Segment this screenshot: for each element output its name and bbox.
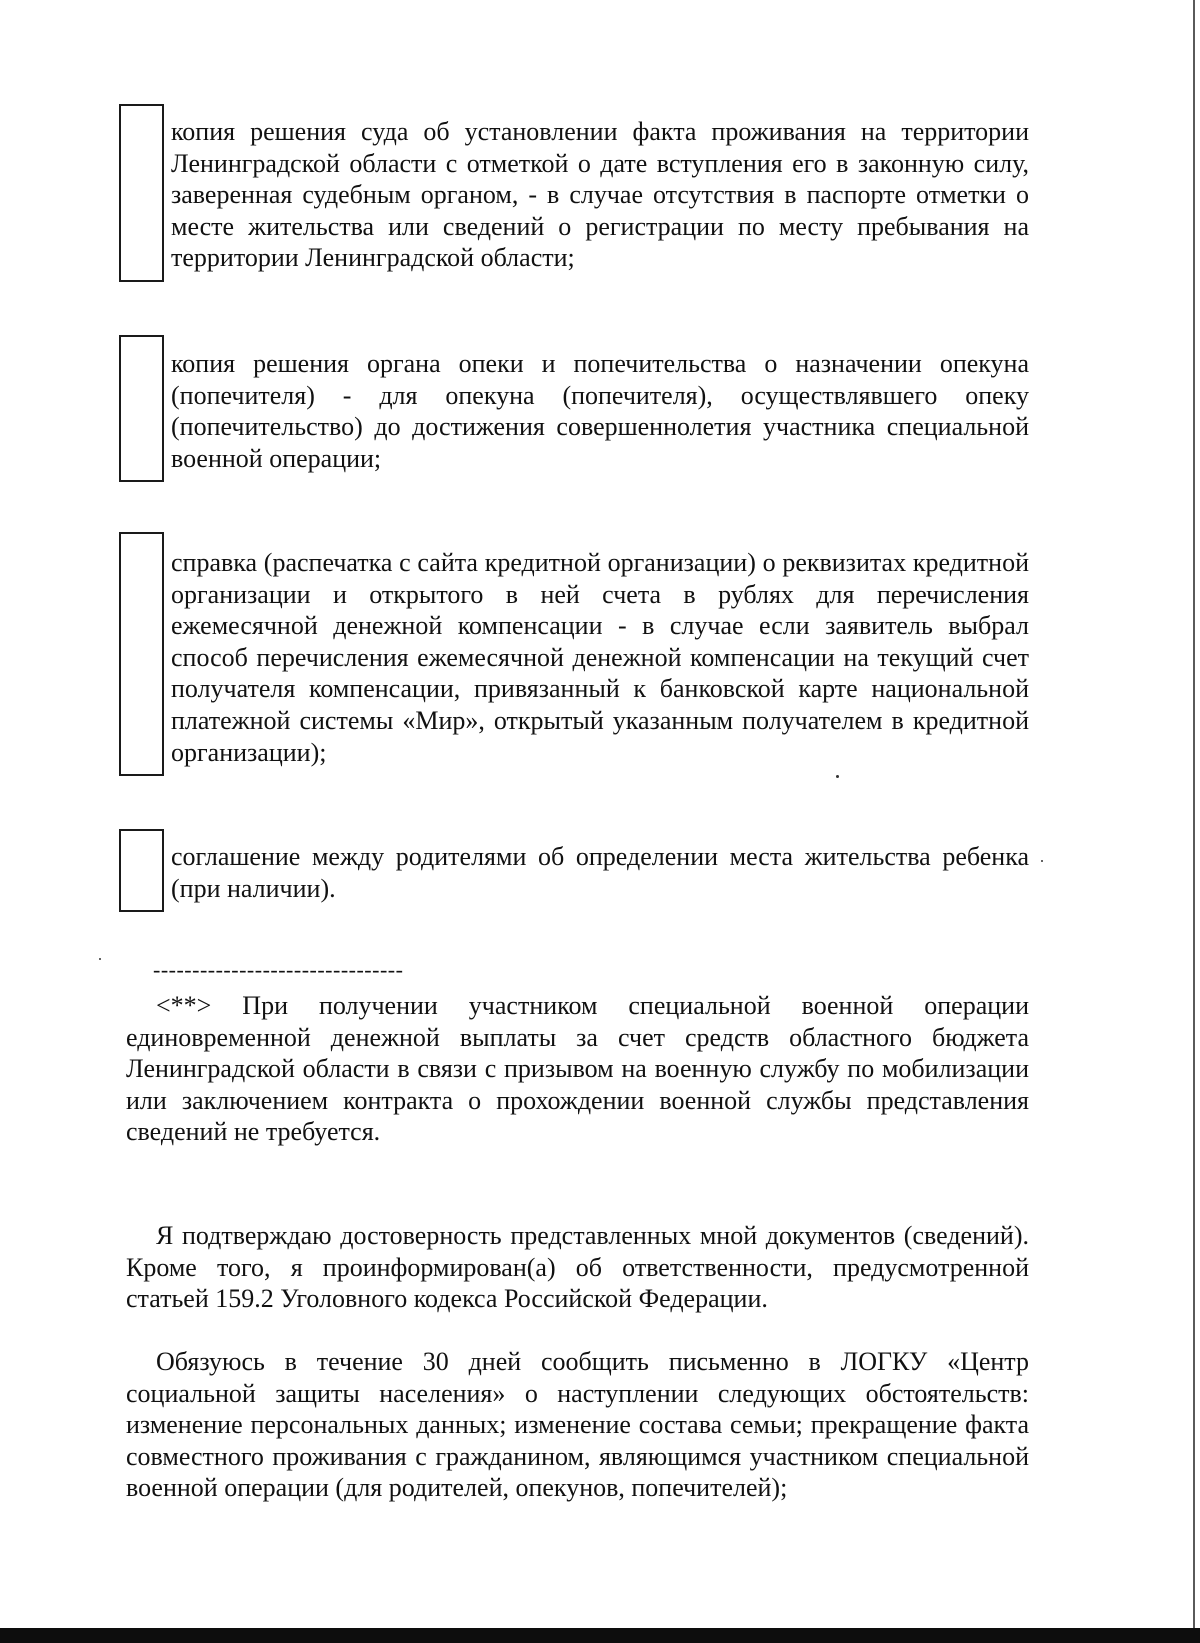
checklist-item-parents-agreement: соглашение между родителями об определении места жительства ребенка (при наличии). (171, 842, 1029, 903)
checklist-item-guardianship-decision: копия решения органа опеки и попечительства о назначении опекуна (попечителя) - для опекуна (попечителя), осуществлявшего опеку (попечительство) до достижения совершеннолетия участника специальной военной операции; (171, 349, 1029, 473)
scan-page-edge (1193, 0, 1195, 1628)
scan-speck (1041, 860, 1043, 862)
footnote-separator: -------------------------------- (153, 957, 404, 982)
checkbox-bank-certificate[interactable] (119, 532, 164, 776)
footnote-text: <**> При получении участником специальной военной операции единовременной денежной выплаты за счет средств областного бюджета Ленинградской области в связи с призывом на военную службу по мобилизации или заключением контракта о прохождении военной службы представления сведений не требуется. (126, 991, 1029, 1147)
checkbox-guardianship-decision[interactable] (119, 335, 164, 482)
obligation-paragraph: Обязуюсь в течение 30 дней сообщить письменно в ЛОГКУ «Центр социальной защиты населения» о наступлении следующих обстоятельств: изменение персональных данных; изменение состава семьи; прекращение факта совместного проживания с гражданином, являющимся участником специальной военной операции (для родителей, опекунов, попечителей); (126, 1347, 1029, 1503)
scan-speck (99, 958, 101, 960)
checkbox-parents-agreement[interactable] (119, 829, 164, 912)
checklist-item-court-decision: копия решения суда об установлении факта проживания на территории Ленинградской области с отметкой о дате вступления его в законную силу, заверенная судебным органом, - в случае отсутствия в паспорте отметки о месте жительства или сведений о регистрации по месту пребывания на территории Ленинградской области; (171, 117, 1029, 273)
scan-speck (836, 775, 839, 778)
confirmation-paragraph: Я подтверждаю достоверность представленных мной документов (сведений). Кроме того, я проинформирован(а) об ответственности, предусмотренной статьей 159.2 Уголовного кодекса Российской Федерации. (126, 1221, 1029, 1314)
scan-bottom-border (0, 1628, 1200, 1643)
checkbox-court-decision[interactable] (119, 104, 164, 282)
checklist-item-bank-certificate: справка (распечатка с сайта кредитной организации) о реквизитах кредитной организации и открытого в ней счета в рублях для перечисления ежемесячной денежной компенсации - в случае если заявитель выбрал способ перечисления ежемесячной денежной компенсации на текущий счет получателя компенсации, привязанный к банковской карте национальной платежной системы «Мир», открытый указанным получателем в кредитной организации); (171, 548, 1029, 767)
